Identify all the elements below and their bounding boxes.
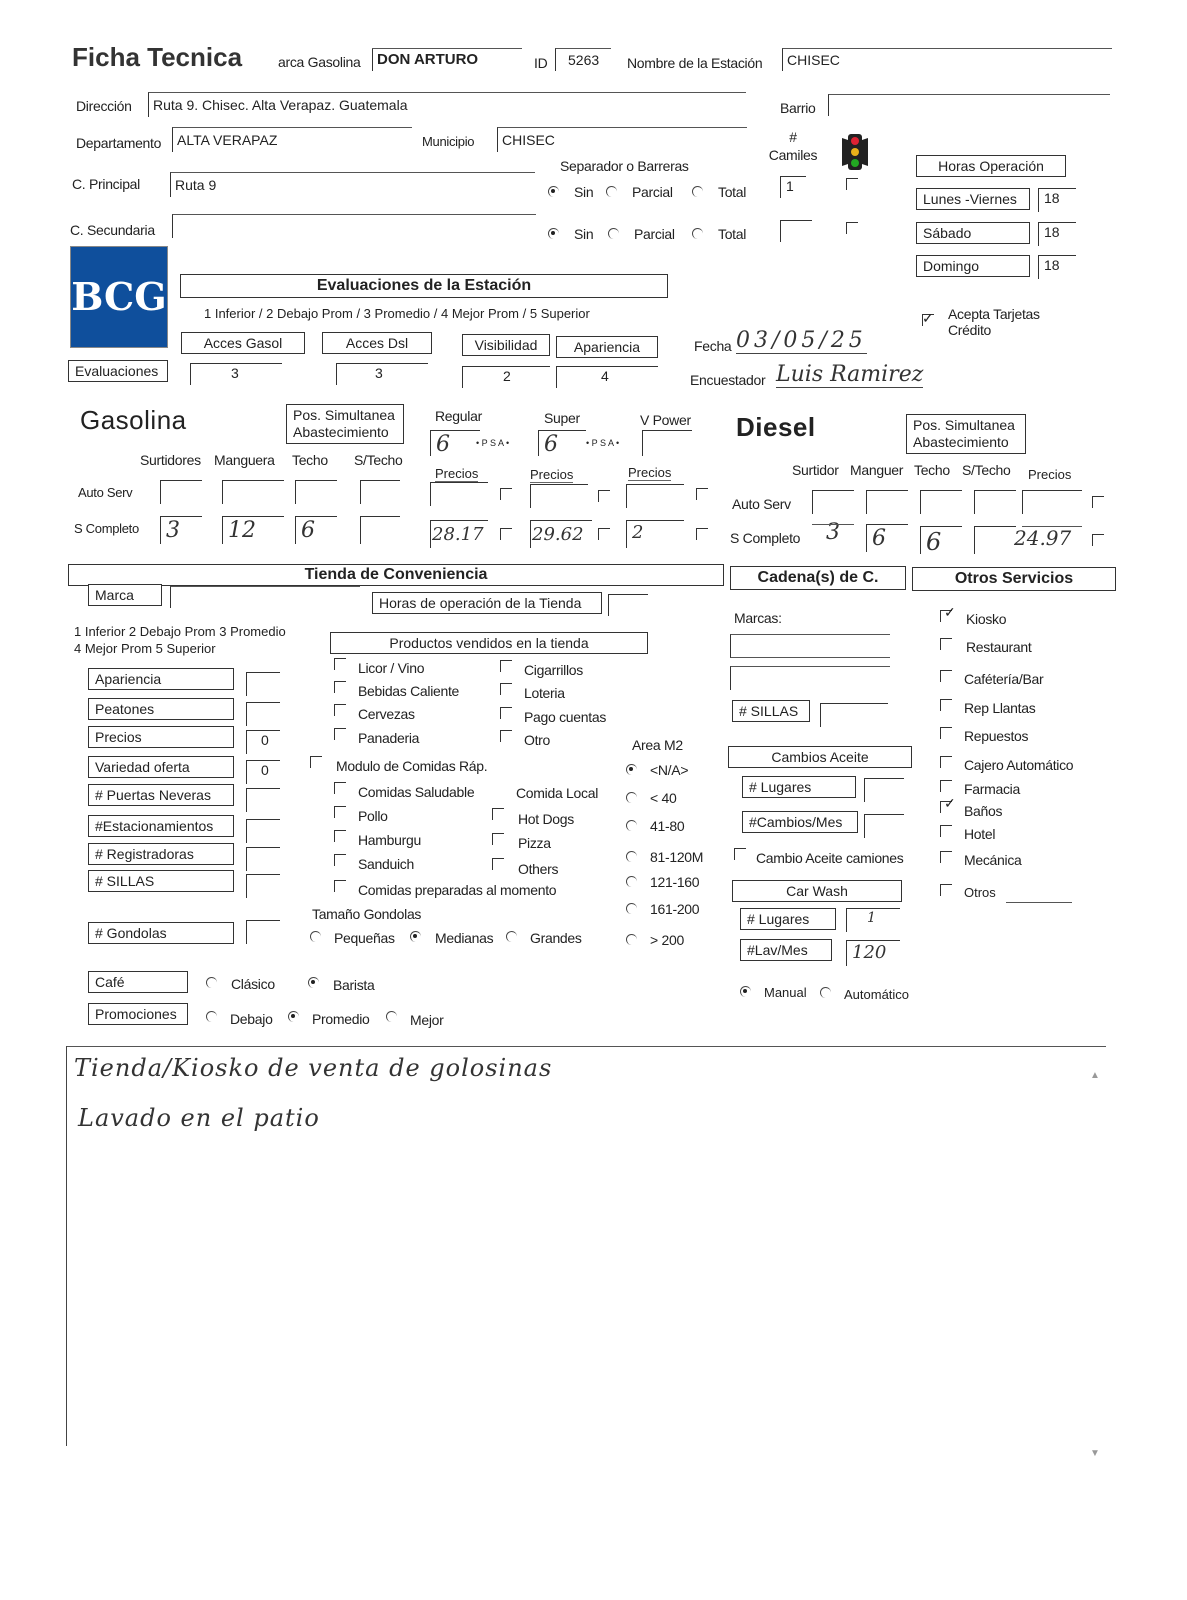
aceite-cambios-label: #Cambios/Mes — [742, 811, 858, 833]
dsl-completo-check[interactable] — [1092, 534, 1104, 546]
otros-check-farmacia[interactable] — [940, 780, 952, 792]
secundaria-field[interactable] — [172, 214, 536, 238]
area-label-160: 121-160 — [650, 874, 700, 890]
estacion-field[interactable]: CHISEC — [782, 48, 1112, 71]
gas-completo-manguera[interactable]: 12 — [222, 516, 284, 544]
gas-precio-vpower[interactable]: 2 — [626, 520, 684, 548]
comida-check-sanduich[interactable] — [334, 854, 346, 866]
fuel-regular-value[interactable]: 6 — [430, 430, 480, 456]
dsl-col-3: S/Techo — [962, 462, 1011, 478]
gas-auto-manguera[interactable] — [222, 480, 284, 504]
aceite-title: Cambios Aceite — [728, 746, 912, 768]
area-label-over200: > 200 — [650, 932, 684, 948]
evaluaciones-scale: 1 Inferior / 2 Debajo Prom / 3 Promedio / 4 Mejor Prom / 5 Superior — [204, 306, 590, 321]
gas-completo-stecho[interactable] — [360, 516, 400, 544]
gas-auto-surtidores[interactable] — [160, 480, 202, 504]
bcg-logo-text: BCG — [71, 274, 167, 319]
otros-label-kiosko: Kiosko — [966, 611, 1007, 627]
traffic-light-icon — [840, 132, 870, 172]
secundaria-sin-radio[interactable] — [548, 228, 559, 239]
encuestador-value[interactable]: Luis Ramirez — [776, 362, 924, 387]
otros-check-cafeteria[interactable] — [940, 670, 952, 682]
prod-check-loteria[interactable] — [500, 683, 512, 695]
cafe-radio-clasico[interactable] — [206, 977, 217, 988]
dsl-completo-manguer[interactable]: 6 — [866, 524, 908, 552]
cafe-label-barista: Barista — [333, 977, 375, 993]
direccion-field[interactable]: Ruta 9. Chisec. Alta Verapaz. Guatemala — [148, 92, 746, 117]
dsl-auto-check[interactable] — [1092, 496, 1104, 508]
otros-label-llantas: Rep Llantas — [964, 700, 1036, 716]
tamano-label: Tamaño Gondolas — [312, 906, 422, 922]
gas-auto-stecho[interactable] — [360, 480, 400, 504]
comida-local-label: Comida Local — [516, 785, 598, 801]
area-label-40: < 40 — [650, 790, 677, 806]
rating-label-precios: Precios — [88, 726, 234, 748]
dsl-auto-surtidor[interactable] — [812, 490, 854, 514]
eval-label-0: Acces Gasol — [181, 332, 305, 354]
area-label-120: 81-120M — [650, 849, 704, 865]
gasolina-title: Gasolina — [80, 405, 187, 435]
camiles-field[interactable]: 1 — [780, 176, 806, 198]
dsl-completo-techo[interactable]: 6 — [920, 526, 962, 554]
eval-label-3: Apariencia — [556, 336, 658, 358]
comida-check-pizza[interactable] — [492, 833, 504, 845]
rating-value-precios[interactable]: 0 — [246, 730, 280, 754]
aceite-camiones-check[interactable] — [734, 848, 746, 860]
notes-line-2[interactable]: Lavado en el patio — [78, 1104, 320, 1132]
prod-check-pago[interactable] — [500, 707, 512, 719]
secundaria-total-label: Total — [718, 226, 747, 242]
area-radio-na[interactable] — [626, 764, 637, 775]
tienda-horas-field[interactable] — [608, 594, 648, 616]
rating-value-peatones[interactable] — [246, 702, 280, 726]
promo-radio-mejor[interactable] — [386, 1011, 397, 1022]
preparadas-label: Comidas preparadas al momento — [358, 882, 557, 898]
tamano-label-pequenas: Pequeñas — [334, 930, 395, 946]
otros-title: Otros Servicios — [912, 567, 1116, 591]
comida-label-pizza: Pizza — [518, 835, 551, 851]
gas-auto-check-3[interactable] — [696, 488, 708, 500]
cadenas-sillas-label: # SILLAS — [732, 700, 810, 722]
gas-precio-super[interactable]: 29.62 — [530, 520, 592, 548]
tamano-radio-pequenas[interactable] — [310, 931, 321, 942]
rating-value-estacionamientos[interactable] — [246, 819, 280, 843]
otros-check-hotel[interactable] — [940, 825, 952, 837]
area-radio-120[interactable] — [626, 851, 637, 862]
dsl-auto-precio[interactable] — [1022, 490, 1082, 514]
eval-value-2[interactable]: 2 — [462, 366, 550, 388]
gasolina-pos-label: Pos. Simultanea Abastecimiento — [286, 404, 404, 444]
comida-label-hamburgu: Hamburgu — [358, 832, 421, 848]
modulo-label: Modulo de Comidas Ráp. — [336, 758, 488, 774]
precios-label-3: Precios — [628, 465, 672, 480]
gas-completo-techo[interactable]: 6 — [295, 516, 337, 544]
prod-label-pago: Pago cuentas — [524, 709, 607, 725]
barrio-field[interactable] — [828, 94, 1110, 116]
marcas-label: Marcas: — [734, 610, 782, 626]
rating-label-variedad: Variedad oferta — [88, 756, 234, 778]
bcg-logo — [70, 246, 168, 348]
otros-otros-field[interactable] — [1006, 902, 1072, 903]
psa-label-2: • P S A • — [586, 438, 620, 448]
principal-label: C. Principal — [72, 176, 140, 192]
evaluaciones-title: Evaluaciones de la Estación — [180, 274, 668, 298]
dsl-auto-stecho[interactable] — [974, 490, 1016, 514]
tienda-scale-2: 4 Mejor Prom 5 Superior — [74, 641, 216, 656]
dsl-col-0: Surtidor — [792, 462, 839, 478]
aceite-lugares-field[interactable] — [864, 778, 904, 802]
fuel-vpower-value[interactable] — [642, 430, 692, 456]
tienda-marca-field[interactable] — [170, 586, 360, 608]
gas-precio-regular[interactable]: 28.17 — [430, 520, 488, 548]
gas-auto-check-2[interactable] — [598, 490, 610, 502]
dsl-col-1: Manguer — [850, 462, 904, 478]
secundaria-sin-label: Sin — [574, 226, 594, 242]
principal-total-radio[interactable] — [692, 186, 703, 197]
cadenas-title: Cadena(s) de C. — [730, 566, 906, 590]
notes-scroll-up-icon[interactable]: ▲ — [1090, 1070, 1100, 1081]
hours-label-1: Sábado — [916, 222, 1030, 244]
carwash-radio-manual[interactable] — [740, 986, 751, 997]
comida-check-pollo[interactable] — [334, 806, 346, 818]
area-radio-160[interactable] — [626, 876, 637, 887]
notes-scroll-down-icon[interactable]: ▼ — [1090, 1448, 1100, 1459]
tienda-title: Tienda de Conveniencia — [68, 564, 724, 586]
preparadas-check[interactable] — [334, 880, 346, 892]
marca-field[interactable]: DON ARTURO — [372, 48, 531, 71]
prod-check-licor[interactable] — [334, 658, 346, 670]
promo-radio-debajo[interactable] — [206, 1011, 217, 1022]
area-radio-over200[interactable] — [626, 934, 637, 945]
rating-label-registradoras: # Registradoras — [88, 843, 234, 865]
otros-label-cajero: Cajero Automático — [964, 757, 1074, 773]
encuestador-label: Encuestador — [690, 372, 766, 388]
secundaria-camiles-field[interactable] — [780, 220, 812, 242]
area-radio-200[interactable] — [626, 903, 637, 914]
principal-parcial-radio[interactable] — [606, 186, 617, 197]
carwash-lav-field[interactable]: 120 — [846, 940, 900, 966]
gas-auto-techo[interactable] — [295, 480, 337, 504]
otros-mark-banos: ✓ — [944, 795, 956, 811]
tienda-scale-1: 1 Inferior 2 Debajo Prom 3 Promedio — [74, 624, 286, 639]
departamento-field[interactable]: ALTA VERAPAZ — [172, 127, 412, 152]
hours-value-2[interactable]: 18 — [1038, 255, 1076, 279]
rating-label-peatones: Peatones — [88, 698, 234, 720]
rating-label-sillas: # SILLAS — [88, 870, 234, 892]
carwash-lav-label: #Lav/Mes — [740, 939, 832, 961]
hours-label-2: Domingo — [916, 255, 1030, 277]
area-radio-40[interactable] — [626, 792, 637, 803]
prod-check-otro[interactable] — [500, 730, 512, 742]
tamano-label-grandes: Grandes — [530, 930, 582, 946]
promo-label-debajo: Debajo — [230, 1011, 273, 1027]
eval-value-0[interactable]: 3 — [190, 363, 282, 385]
notes-line-1[interactable]: Tienda/Kiosko de venta de golosinas — [74, 1054, 553, 1082]
gas-auto-precio-3[interactable] — [626, 484, 684, 508]
gas-auto-label: Auto Serv — [78, 485, 133, 500]
fuel-vpower-label: V Power — [640, 412, 691, 428]
prod-label-licor: Licor / Vino — [358, 660, 425, 676]
area-label-200: 161-200 — [650, 901, 700, 917]
marcas-field-2[interactable] — [730, 666, 890, 690]
separador-label: Separador o Barreras — [560, 158, 689, 174]
cadenas-sillas-field[interactable] — [820, 703, 888, 727]
rating-value-apariencia[interactable] — [246, 672, 280, 696]
horas-title: Horas Operación — [916, 155, 1066, 177]
promo-label: Promociones — [88, 1003, 188, 1025]
gas-completo-check-2[interactable] — [598, 528, 610, 540]
principal-total-label: Total — [718, 184, 747, 200]
eval-value-1[interactable]: 3 — [336, 363, 428, 385]
comida-check-saludable[interactable] — [334, 782, 346, 794]
rating-label-gondolas: # Gondolas — [88, 922, 234, 944]
id-label: ID — [534, 55, 548, 71]
principal-sin-radio[interactable] — [548, 186, 559, 197]
promo-radio-promedio[interactable] — [288, 1011, 299, 1022]
diesel-pos-label: Pos. Simultanea Abastecimiento — [906, 414, 1026, 454]
gas-completo-surtidores[interactable]: 3 — [160, 516, 202, 544]
carwash-lugares-field[interactable]: 1 — [846, 908, 900, 932]
dsl-col-2: Techo — [914, 462, 950, 478]
evaluaciones-row-label: Evaluaciones — [68, 360, 168, 382]
dsl-completo-precio[interactable]: 24.97 — [1014, 526, 1072, 550]
area-label: Area M2 — [632, 737, 683, 753]
gas-col-0: Surtidores — [140, 452, 201, 468]
prod-label-loteria: Loteria — [524, 685, 565, 701]
prod-check-cigarrillos[interactable] — [500, 660, 512, 672]
otros-check-mecanica[interactable] — [940, 851, 952, 863]
prod-label-bebidas: Bebidas Caliente — [358, 683, 460, 699]
dsl-completo-stecho[interactable] — [974, 526, 1016, 554]
prod-label-panaderia: Panaderia — [358, 730, 420, 746]
otros-label-restaurant: Restaurant — [966, 639, 1032, 655]
prod-label-cigarrillos: Cigarrillos — [524, 662, 583, 678]
rating-value-gondolas[interactable] — [246, 920, 280, 944]
secundaria-check[interactable] — [846, 222, 858, 234]
rating-label-apariencia: Apariencia — [88, 668, 234, 690]
prod-check-panaderia[interactable] — [334, 728, 346, 740]
hours-label-0: Lunes -Viernes — [916, 188, 1030, 210]
tamano-label-medianas: Medianas — [435, 930, 494, 946]
fuel-super-label: Super — [544, 410, 580, 426]
dsl-col-4: Precios — [1028, 467, 1072, 482]
carwash-radio-auto[interactable] — [820, 987, 831, 998]
rating-value-registradoras[interactable] — [246, 847, 280, 871]
gas-col-1: Manguera — [214, 452, 275, 468]
estacion-label: Nombre de la Estación — [627, 55, 763, 71]
gas-auto-precio-1[interactable] — [430, 482, 488, 506]
precios-label-1: Precios — [435, 466, 479, 481]
carwash-label-auto: Automático — [844, 987, 910, 1002]
prod-check-cervezas[interactable] — [334, 704, 346, 716]
marca-label: arca Gasolina — [278, 54, 361, 70]
gas-col-3: S/Techo — [354, 452, 403, 468]
hours-value-1[interactable]: 18 — [1038, 222, 1076, 246]
cafe-label: Café — [88, 971, 188, 993]
secundaria-label: C. Secundaria — [70, 222, 155, 238]
otros-check-repuestos[interactable] — [940, 727, 952, 739]
principal-parcial-label: Parcial — [632, 184, 673, 200]
principal-field[interactable]: Ruta 9 — [170, 172, 535, 197]
otros-check-llantas[interactable] — [940, 699, 952, 711]
secundaria-parcial-label: Parcial — [634, 226, 675, 242]
rating-label-estacionamientos: #Estacionamientos — [88, 815, 234, 837]
page-title: Ficha Tecnica — [72, 42, 243, 72]
marcas-field-1[interactable] — [730, 634, 890, 658]
diesel-title: Diesel — [736, 412, 816, 442]
id-field[interactable]: 5263 — [555, 48, 611, 71]
comida-check-others[interactable] — [492, 858, 504, 870]
gas-auto-precio-2[interactable] — [530, 484, 588, 508]
psa-label-1: • P S A • — [476, 438, 510, 448]
tarjetas-check-mark: ✓ — [922, 310, 934, 326]
precios-label-2: Precios — [530, 467, 574, 482]
otros-label-farmacia: Farmacia — [964, 781, 1020, 797]
rating-value-sillas[interactable] — [246, 874, 280, 898]
prod-check-bebidas[interactable] — [334, 681, 346, 693]
otros-label-repuestos: Repuestos — [964, 728, 1029, 744]
dsl-auto-label: Auto Serv — [732, 496, 791, 512]
eval-label-1: Acces Dsl — [322, 332, 432, 354]
direccion-label: Dirección — [76, 98, 132, 114]
promo-label-promedio: Promedio — [312, 1011, 370, 1027]
prod-label-otro: Otro — [524, 732, 551, 748]
fuel-super-value[interactable]: 6 — [538, 430, 586, 456]
gas-auto-check-1[interactable] — [500, 488, 512, 500]
gas-completo-label: S Completo — [74, 521, 139, 536]
promo-label-mejor: Mejor — [410, 1012, 444, 1028]
fecha-value[interactable]: 03/05/25 — [736, 328, 867, 353]
otros-label-mecanica: Mecánica — [964, 852, 1022, 868]
tamano-radio-medianas[interactable] — [410, 931, 421, 942]
otros-check-otros[interactable] — [940, 884, 952, 896]
comida-label-saludable: Comidas Saludable — [358, 784, 475, 800]
tienda-horas-label: Horas de operación de la Tienda — [372, 592, 602, 614]
secundaria-total-radio[interactable] — [692, 228, 703, 239]
principal-check[interactable] — [846, 178, 858, 190]
fecha-label: Fecha — [694, 338, 732, 354]
barrio-label: Barrio — [780, 100, 816, 116]
dsl-completo-label: S Completo — [730, 530, 801, 546]
municipio-field[interactable]: CHISEC — [497, 127, 747, 152]
otros-mark-kiosko: ✓ — [944, 604, 956, 620]
rating-value-puertas[interactable] — [246, 788, 280, 812]
aceite-cambios-field[interactable] — [864, 814, 904, 838]
rating-value-variedad[interactable]: 0 — [246, 760, 280, 784]
comida-label-sanduich: Sanduich — [358, 856, 414, 872]
principal-sin-label: Sin — [574, 184, 594, 200]
aceite-lugares-label: # Lugares — [742, 776, 856, 798]
aceite-camiones-label: Cambio Aceite camiones — [756, 850, 904, 866]
comida-check-hamburgu[interactable] — [334, 830, 346, 842]
otros-label-banos: Baños — [964, 803, 1003, 819]
gas-col-2: Techo — [292, 452, 328, 468]
carwash-label-manual: Manual — [764, 985, 807, 1000]
tarjetas-label: Acepta Tarjetas Crédito — [948, 306, 1040, 338]
otros-label-cafeteria: Cafétería/Bar — [964, 671, 1044, 687]
dsl-auto-techo[interactable] — [920, 490, 962, 514]
fuel-regular-label: Regular — [435, 408, 482, 424]
tamano-radio-grandes[interactable] — [506, 931, 517, 942]
hours-value-0[interactable]: 18 — [1038, 188, 1076, 212]
dsl-completo-surtidor[interactable]: 3 — [826, 520, 840, 545]
area-label-na: <N/A> — [650, 762, 689, 778]
secundaria-parcial-radio[interactable] — [608, 228, 619, 239]
cafe-radio-barista[interactable] — [308, 977, 319, 988]
otros-label-otros: Otros — [964, 885, 996, 900]
comida-label-others: Others — [518, 861, 559, 877]
carwash-title: Car Wash — [732, 880, 902, 902]
camiles-label: # Camiles — [768, 129, 818, 163]
tienda-marca-label: Marca — [88, 584, 162, 606]
municipio-label: Municipio — [422, 134, 475, 149]
productos-title: Productos vendidos en la tienda — [330, 632, 648, 654]
comida-check-hotdogs[interactable] — [492, 808, 504, 820]
otros-label-hotel: Hotel — [964, 826, 996, 842]
modulo-check[interactable] — [310, 756, 322, 768]
eval-label-2: Visibilidad — [462, 334, 550, 356]
prod-label-cervezas: Cervezas — [358, 706, 415, 722]
carwash-lugares-label: # Lugares — [740, 908, 836, 930]
cafe-label-clasico: Clásico — [231, 976, 275, 992]
comida-label-hotdogs: Hot Dogs — [518, 811, 574, 827]
comida-label-pollo: Pollo — [358, 808, 388, 824]
otros-check-restaurant[interactable] — [940, 638, 952, 650]
rating-label-puertas: # Puertas Neveras — [88, 784, 234, 806]
eval-value-3[interactable]: 4 — [556, 366, 658, 388]
gas-completo-check-1[interactable] — [500, 528, 512, 540]
dsl-auto-manguer[interactable] — [866, 490, 908, 514]
gas-completo-check-3[interactable] — [696, 528, 708, 540]
area-label-80: 41-80 — [650, 818, 685, 834]
otros-check-cajero[interactable] — [940, 756, 952, 768]
departamento-label: Departamento — [76, 135, 162, 151]
area-radio-80[interactable] — [626, 820, 637, 831]
